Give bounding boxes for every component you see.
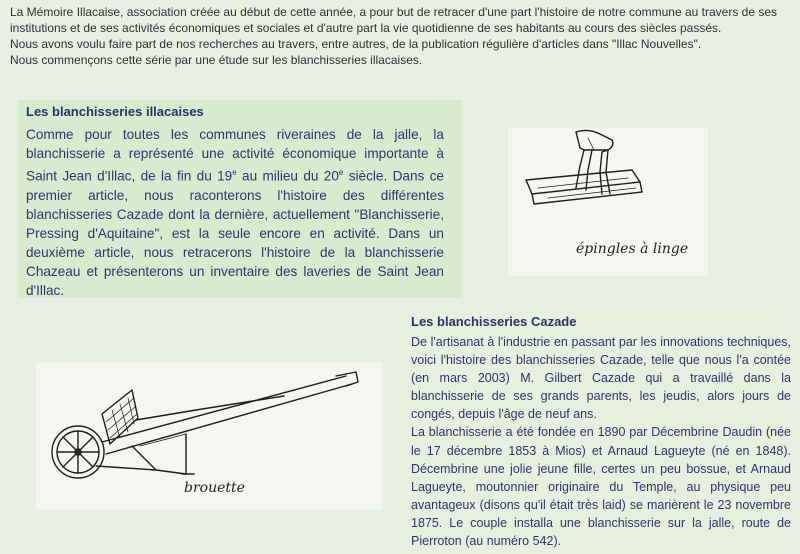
section-1-text-a: Comme pour toutes les communes riveraines de la jalle, la blanchisserie a représenté une activité économique importante à Saint Jean d'Illac, de la fin du 19 xyxy=(26,127,444,184)
section-1-text-b: au milieu du 20 xyxy=(236,168,339,184)
intro-paragraph-3: Nous commençons cette série par une étude sur les blanchisseries illacaises. xyxy=(10,53,423,67)
superscript-e: e xyxy=(232,168,237,177)
section-2-title: Les blanchisseries Cazade xyxy=(411,314,577,329)
superscript-e: e xyxy=(338,168,344,177)
intro-paragraph-2: Nous avons voulu faire part de nos recherches au travers, entre autres, de la publication régulière d'articles dans "Illac Nouvelles". xyxy=(10,37,702,51)
intro-paragraph-1: La Mémoire Illacaise, association créée au début de cette année, a pour but de retracer d'une part l'histoire de notre commune au travers de ses institutions et de ses activités économiques et sociales et d'autre part la vie quotidienne de ses habitants au cours des siècles passés. xyxy=(10,5,778,35)
section-2-paragraph-2: La blanchisserie a été fondée en 1890 par Décembrine Daudin (née le 17 décembre 1853 à Mios) et Arnaud Lagueyte (né en 1848). Décembrine une jolie jeune fille, certes un peu bossue, et Arnaud Lagueyte, moutonnier originaire du Temple, au physique peu avantageux (disons qu'il était très laid) se marièrent le 23 novembre 1875. Le couple installa une blanchisserie sur la jalle, route de Pierroton (au numéro 542). xyxy=(411,425,791,549)
section-1-title: Les blanchisseries illacaises xyxy=(26,104,204,119)
section-2-body xyxy=(411,333,791,550)
section-2-paragraph-1: De l'artisanat à l'industrie en passant par les innovations techniques, voici l'histoire des blanchisseries Cazade, telle que nous l'a contée (en mars 2003) M. Gilbert Cazade qui a travaillé dans la blanchisserie de ses grands parents, les jeudis, alors jours de congés, depuis l'âge de neuf ans. xyxy=(411,335,791,422)
intro-text xyxy=(10,4,788,68)
wheelbarrow-caption: brouette xyxy=(184,480,245,496)
section-1-body xyxy=(26,125,444,300)
section-1-text-c: siècle. Dans ce premier article, nous raconterons l'histoire des différentes blanchisseries Cazade dont la dernière, actuellement "Blanchisserie, Pressing d'Aquitaine", est la seule encore en activité. Dans un deuxième article, nous retracerons l'histoire de la blanchisserie Chazeau et présenterons un inventaire des laveries de Saint Jean d'Illac. xyxy=(26,168,444,298)
clothespins-caption: épingles à linge xyxy=(576,241,689,257)
